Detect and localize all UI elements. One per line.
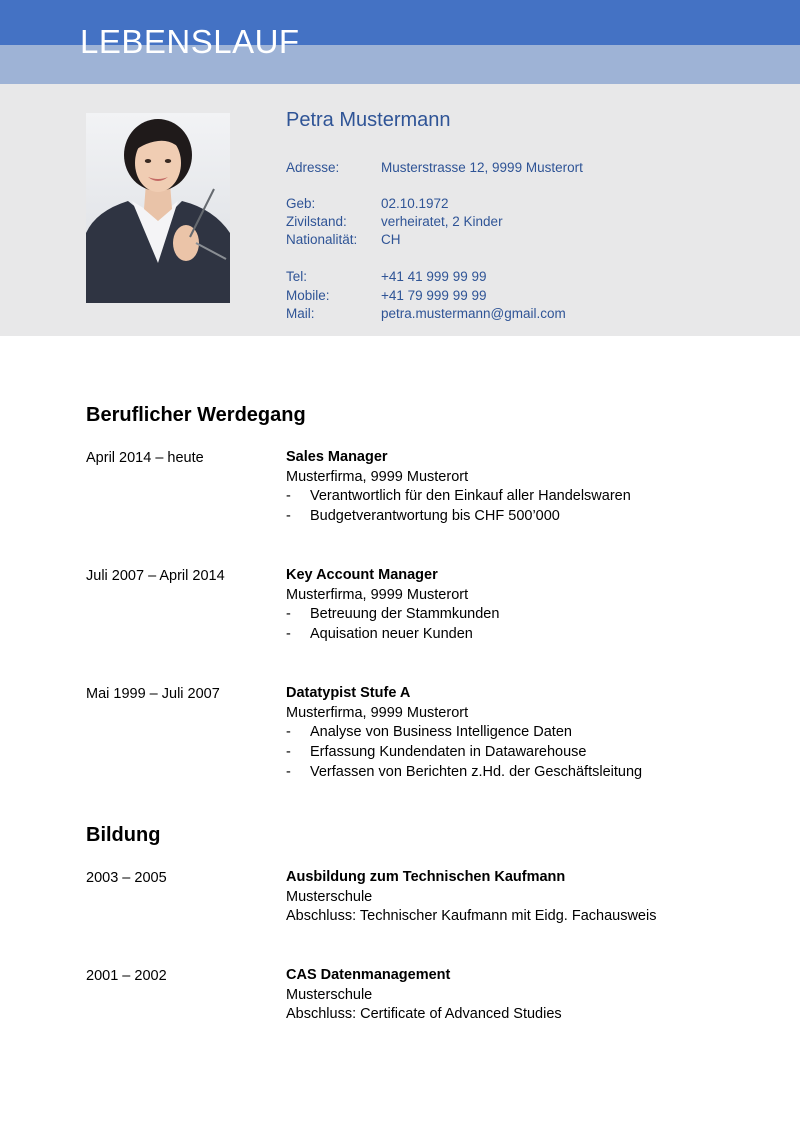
education-date: 2001 – 2002 — [86, 968, 167, 984]
portrait-photo — [86, 113, 230, 303]
job-duty-text: Aquisation neuer Kunden — [310, 626, 473, 643]
job-duty-text: Budgetverantwortung bis CHF 500’000 — [310, 508, 560, 525]
job-duty: - Analyse von Business Intelligence Daten — [286, 724, 572, 741]
career-heading: Beruflicher Werdegang — [86, 404, 306, 426]
tel-value: +41 41 999 99 99 — [381, 269, 487, 284]
civil-status-value: verheiratet, 2 Kinder — [381, 214, 503, 229]
education-degree: Abschluss: Technischer Kaufmann mit Eidg. Fachausweis — [286, 908, 657, 925]
job-company: Musterfirma, 9999 Musterort — [286, 586, 469, 603]
job-duty-text: Betreuung der Stammkunden — [310, 606, 500, 623]
tel-label: Tel: — [286, 269, 308, 284]
education-entry — [286, 868, 786, 927]
mobile-row — [286, 287, 486, 305]
mail-row — [286, 305, 566, 323]
job-duty-text: Verfassen von Berichten z.Hd. der Geschäftsleitung — [310, 763, 643, 780]
job-duty-text: Analyse von Business Intelligence Daten — [310, 724, 572, 741]
address-label: Adresse: — [286, 160, 340, 175]
birth-row — [286, 195, 449, 213]
job-duty: - Aquisation neuer Kunden — [286, 626, 473, 643]
job-duty: - Erfassung Kundendaten in Datawarehouse — [286, 744, 587, 761]
job-duty-text: Erfassung Kundendaten in Datawarehouse — [310, 744, 587, 761]
civil-status-label: Zivilstand: — [286, 214, 347, 229]
job-title: Sales Manager — [286, 449, 388, 465]
mail-value[interactable]: petra.mustermann@gmail.com — [381, 306, 566, 321]
career-date: Mai 1999 – Juli 2007 — [86, 686, 220, 702]
education-title: CAS Datenmanagement — [286, 967, 451, 983]
tel-row — [286, 268, 486, 286]
career-entry — [286, 448, 786, 527]
career-entry — [286, 566, 786, 645]
education-title: Ausbildung zum Technischen Kaufmann — [286, 869, 566, 885]
job-duty-text: Verantwortlich für den Einkauf aller Handelswaren — [310, 488, 631, 505]
address-row — [286, 159, 583, 177]
nationality-value: CH — [381, 232, 401, 247]
job-company: Musterfirma, 9999 Musterort — [286, 704, 469, 721]
career-entry — [286, 684, 786, 783]
person-name: Petra Mustermann — [286, 109, 451, 131]
mobile-value: +41 79 999 99 99 — [381, 288, 487, 303]
mail-label: Mail: — [286, 306, 315, 321]
nationality-row — [286, 231, 401, 249]
civil-status-row — [286, 213, 503, 231]
job-company: Musterfirma, 9999 Musterort — [286, 468, 469, 485]
career-date: Juli 2007 – April 2014 — [86, 568, 225, 584]
job-title: Datatypist Stufe A — [286, 685, 411, 701]
education-school: Musterschule — [286, 986, 373, 1003]
education-degree: Abschluss: Certificate of Advanced Studies — [286, 1006, 562, 1023]
career-date: April 2014 – heute — [86, 450, 204, 466]
job-duty: - Verantwortlich für den Einkauf aller Handelswaren — [286, 488, 631, 505]
job-duty: - Verfassen von Berichten z.Hd. der Geschäftsleitung — [286, 763, 643, 780]
address-value: Musterstrasse 12, 9999 Musterort — [381, 160, 583, 175]
mobile-label: Mobile: — [286, 288, 330, 303]
job-duty: - Budgetverantwortung bis CHF 500’000 — [286, 508, 560, 525]
education-date: 2003 – 2005 — [86, 870, 167, 886]
job-duty: - Betreuung der Stammkunden — [286, 606, 500, 623]
birth-value: 02.10.1972 — [381, 196, 449, 211]
nationality-label: Nationalität: — [286, 232, 358, 247]
education-school: Musterschule — [286, 888, 373, 905]
birth-label: Geb: — [286, 196, 316, 211]
document-title: LEBENSLAUF — [80, 23, 300, 60]
education-entry — [286, 966, 786, 1025]
job-title: Key Account Manager — [286, 567, 438, 583]
education-heading: Bildung — [86, 824, 161, 846]
